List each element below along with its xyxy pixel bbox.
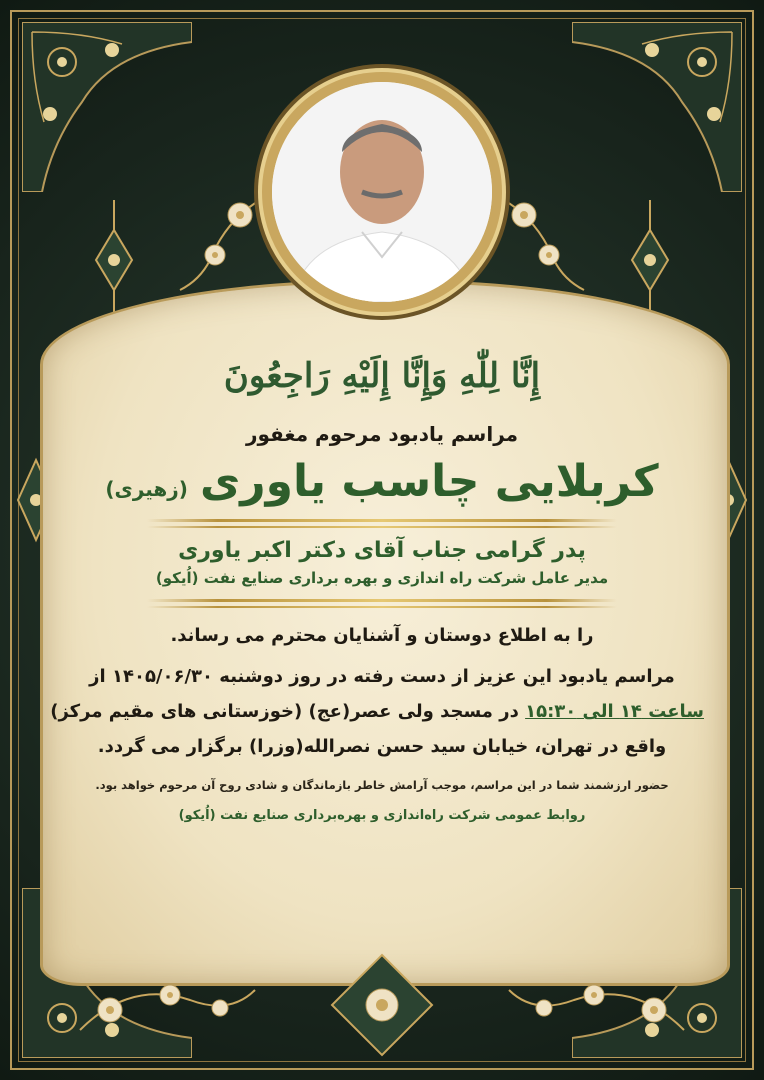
lantern-ornament-icon [630,200,670,320]
floral-ornament-icon [504,960,694,1050]
details-line-2 [50,694,704,729]
details-line-1: مراسم یادبود این عزیز از دست رفته در روز دوشنبه ۱۴۰۵/۰۶/۳۰ از [89,666,675,688]
divider-line [147,606,617,608]
notice-content [50,330,704,824]
portrait-frame [262,72,502,312]
intro-text: را به اطلاع دوستان و آشنایان محترم می رساند. [170,625,594,646]
divider-line [147,519,617,522]
deceased-suffix: (زهیری) [105,477,188,501]
position-line: مدیر عامل شرکت راه اندازی و بهره برداری صنایع نفت (اُیکو) [155,569,609,587]
details-line-3: واقع در تهران، خیابان سید حسن نصرالله(وزرا) برگزار می گردد. [97,736,667,758]
closing-text: حضور ارزشمند شما در این مراسم، موجب آرامش خاطر بازماندگان و شادی روح آن مرحوم خواهد بود. [95,778,669,793]
lantern-ornament-icon [94,200,134,320]
floral-ornament-icon [70,960,260,1050]
portrait-photo [272,82,492,302]
divider-line [147,526,617,528]
corner-arabesque-icon [572,22,742,192]
ceremony-subtitle: مراسم یادبود مرحوم مغفور [245,422,519,446]
person-icon [272,82,492,302]
deceased-name-row [60,456,704,507]
deceased-name: کربلایی چاسب یاوری [199,456,659,507]
signature: روابط عمومی شرکت راه‌اندازی و بهره‌برداری صنایع نفت (اُیکو) [178,808,586,824]
floral-ornament-icon [322,950,442,1060]
relation-line: پدر گرامی جناب آقای دکتر اکبر یاوری [178,538,586,563]
divider-line [147,599,617,602]
corner-arabesque-icon [22,22,192,192]
ceremony-venue: در مسجد ولی عصر(عج) (خوزستانی های مقیم مرکز) [50,701,526,723]
quran-verse: إِنَّا لِلّٰهِ وَإِنَّا إِلَيْهِ رَاجِعُونَ [223,356,541,396]
ceremony-details [50,659,704,764]
ceremony-time: ساعت ۱۴ الی ۱۵:۳۰ [525,701,704,723]
